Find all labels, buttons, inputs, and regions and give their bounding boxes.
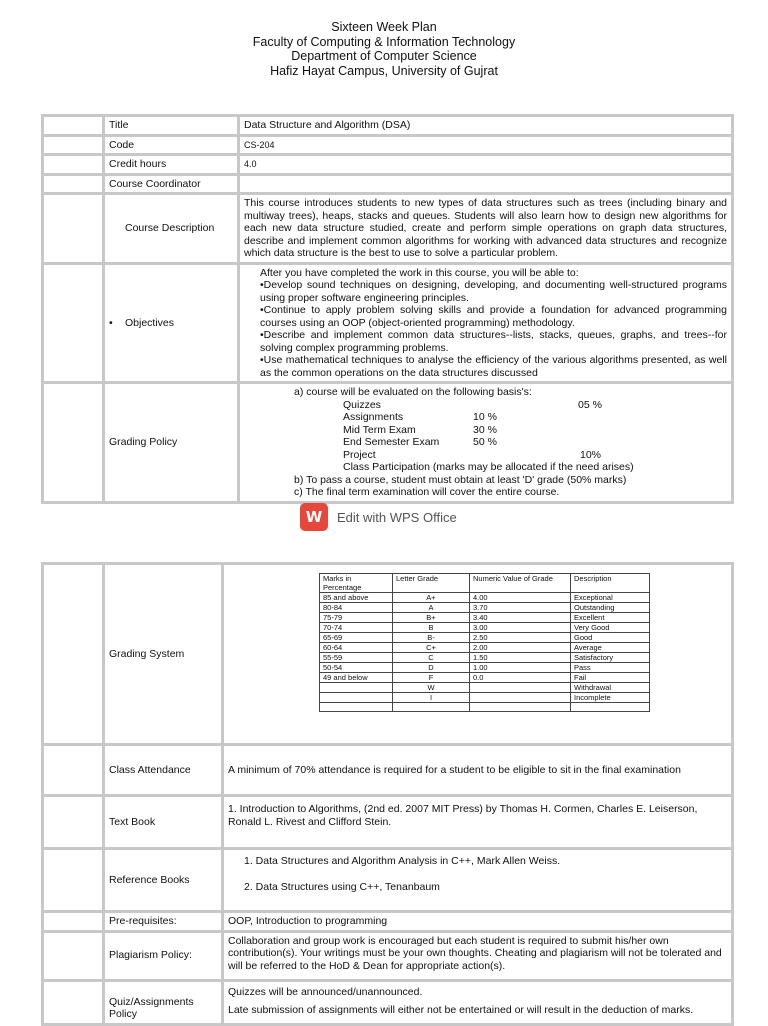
- objective-line: •Continue to apply problem solving skills and provide a foundation for advanced programming courses using an OOP (object-oriented programming) methodology.: [260, 304, 727, 329]
- coordinator-value: [240, 176, 731, 193]
- code-label: Code: [105, 137, 237, 154]
- empty-cell: [44, 117, 102, 134]
- grades-header: Marks in Percentage: [320, 574, 393, 593]
- grades-header-row: [320, 574, 650, 593]
- grades-cell: 85 and above: [320, 593, 393, 603]
- policy-item-value: 10%: [580, 448, 602, 461]
- grades-cell: [470, 693, 571, 703]
- empty-cell: [44, 913, 102, 930]
- prereq-label: Pre-requisites:: [105, 913, 221, 930]
- wps-edit-button[interactable]: [300, 502, 457, 532]
- grades-row: [320, 673, 650, 683]
- grades-cell: [470, 683, 571, 693]
- policy-a: a) course will be evaluated on the following basis's:: [294, 386, 532, 398]
- policy-item-label: Project: [343, 448, 376, 461]
- credit-hours-label: Credit hours: [105, 156, 237, 173]
- grades-row: [320, 683, 650, 693]
- code-value: CS-204: [240, 137, 731, 154]
- grades-cell: B+: [393, 613, 470, 623]
- reference-item: 1. Data Structures and Algorithm Analysis in C++, Mark Allen Weiss.: [244, 855, 561, 867]
- grades-cell: 2.50: [470, 633, 571, 643]
- grades-row: [320, 603, 650, 613]
- grades-row: [320, 653, 650, 663]
- grades-cell: C: [393, 653, 470, 663]
- grades-cell: 1.50: [470, 653, 571, 663]
- grades-cell: Good: [571, 633, 650, 643]
- empty-cell: [44, 933, 102, 979]
- grades-cell: B-: [393, 633, 470, 643]
- objectives-text: [240, 265, 731, 382]
- textbook-label: Text Book: [105, 797, 221, 847]
- grades-cell: Satisfactory: [571, 653, 650, 663]
- grades-cell: F: [393, 673, 470, 683]
- wps-logo-icon: W: [300, 503, 328, 531]
- grades-cell: 0.0: [470, 673, 571, 683]
- header-line-3: Department of Computer Science: [291, 49, 477, 63]
- grades-cell: I: [393, 693, 470, 703]
- attendance-text: A minimum of 70% attendance is required for a student to be eligible to sit in the final examination: [224, 746, 731, 794]
- empty-cell: [44, 265, 102, 382]
- objectives-label-cell: [105, 265, 237, 382]
- plagiarism-text: Collaboration and group work is encouraged but each student is required to submit his/her own contribution(s). Your writings must be your own thoughts. Cheating and plagiarism will not be tolerated and will be referred to the HoD & Dean for appropriate action(s).: [224, 933, 731, 979]
- grades-cell: B: [393, 623, 470, 633]
- grades-cell: 49 and below: [320, 673, 393, 683]
- grades-cell: A: [393, 603, 470, 613]
- grades-row: [320, 613, 650, 623]
- grades-cell: 70-74: [320, 623, 393, 633]
- wps-edit-label: Edit with WPS Office: [337, 509, 457, 525]
- description-label: Course Description: [105, 195, 237, 262]
- empty-cell: [44, 384, 102, 501]
- empty-cell: [44, 176, 102, 193]
- grades-cell: 75-79: [320, 613, 393, 623]
- objective-line: •Describe and implement common data structures--lists, stacks, queues, graphs, and trees--for solving complex programming problems.: [260, 329, 727, 354]
- grades-cell: Pass: [571, 663, 650, 673]
- empty-cell: [44, 982, 102, 1023]
- grades-cell: Outstanding: [571, 603, 650, 613]
- description-text: This course introduces students to new types of data structures such as trees (including binary and multiway trees), heaps, stacks and queues. Students will also learn how to design new algorithms for each new data structure studied, create and perform simple operations on graph data structures, describe and implement common algorithms for working with advanced data structures and recognize which data structure is the best to use to solve a particular problem.: [240, 195, 731, 262]
- empty-cell: [44, 565, 102, 743]
- grades-row: [320, 663, 650, 673]
- grades-cell: 3.40: [470, 613, 571, 623]
- grades-cell: [470, 703, 571, 712]
- course-policies-table: [41, 562, 734, 1026]
- attendance-label: Class Attendance: [105, 746, 221, 794]
- quiz-policy-line: Late submission of assignments will either not be entertained or will result in the deduction of marks.: [228, 1004, 694, 1016]
- grades-cell: C+: [393, 643, 470, 653]
- grades-cell: 55-59: [320, 653, 393, 663]
- policy-item-value: 50 %: [473, 436, 497, 448]
- grades-cell: Excellent: [571, 613, 650, 623]
- quiz-policy-label: Quiz/Assignments Policy: [105, 982, 221, 1023]
- grades-header: Numeric Value of Grade: [470, 574, 571, 593]
- header-line-4: Hafiz Hayat Campus, University of Gujrat: [270, 63, 498, 78]
- policy-item-value: 10 %: [473, 411, 497, 423]
- prereq-text: OOP, Introduction to programming: [224, 913, 731, 930]
- empty-cell: [44, 850, 102, 910]
- coordinator-label: Course Coordinator: [105, 176, 237, 193]
- grades-cell: 3.70: [470, 603, 571, 613]
- policy-item-label: Mid Term Exam: [343, 423, 416, 436]
- grading-system-cell: [224, 565, 731, 743]
- grades-cell: W: [393, 683, 470, 693]
- grades-cell: Average: [571, 643, 650, 653]
- grades-cell: D: [393, 663, 470, 673]
- policy-c: c) The final term examination will cover the entire course.: [294, 486, 560, 498]
- grades-cell: A+: [393, 593, 470, 603]
- grading-system-label: Grading System: [105, 565, 221, 743]
- reference-item: 2. Data Structures using C++, Tenanbaum: [244, 880, 440, 893]
- grades-cell: 3.00: [470, 623, 571, 633]
- header-line-2: Faculty of Computing & Information Technology: [252, 34, 516, 49]
- policy-item-value: 30 %: [473, 423, 497, 436]
- grades-cell: 80-84: [320, 603, 393, 613]
- bullet-icon: •: [109, 316, 113, 329]
- grades-cell: Very Good: [571, 623, 650, 633]
- grades-header: Description: [571, 574, 650, 593]
- plagiarism-label: Plagiarism Policy:: [105, 933, 221, 979]
- empty-cell: [44, 746, 102, 794]
- title-label: Title: [105, 117, 237, 134]
- objectives-label: Objectives: [125, 316, 175, 329]
- grades-cell: [571, 703, 650, 712]
- grades-cell: Incomplete: [571, 693, 650, 703]
- grades-cell: 2.00: [470, 643, 571, 653]
- grades-table: [319, 573, 650, 712]
- empty-cell: [44, 156, 102, 173]
- empty-cell: [44, 797, 102, 847]
- quiz-policy-text: [224, 982, 731, 1023]
- empty-cell: [44, 137, 102, 154]
- grades-row: [320, 693, 650, 703]
- grading-policy-label: Grading Policy: [105, 384, 237, 501]
- grades-cell: Fail: [571, 673, 650, 683]
- grades-cell: [393, 703, 470, 712]
- credit-hours-value: 4.0: [240, 156, 731, 173]
- header-line-1: Sixteen Week Plan: [331, 20, 437, 34]
- grading-policy-content: [240, 384, 731, 501]
- objective-line: •Develop sound techniques on designing, developing, and documenting well-structured programs using proper software engineering principles.: [260, 279, 727, 304]
- grades-cell: 65-69: [320, 633, 393, 643]
- grades-cell: [320, 693, 393, 703]
- objective-line: •Use mathematical techniques to analyse the efficiency of the various algorithms presented, as well as the common operations on the data structures discussed: [260, 354, 727, 379]
- policy-b: b) To pass a course, student must obtain at least 'D' grade (50% marks): [294, 473, 627, 486]
- grades-cell: Withdrawal: [571, 683, 650, 693]
- grades-row: [320, 593, 650, 603]
- textbook-text: 1. Introduction to Algorithms, (2nd ed. 2007 MIT Press) by Thomas H. Cormen, Charles E. Leiserson, Ronald L. Rivest and Clifford Stein.: [224, 797, 731, 847]
- policy-participation: Class Participation (marks may be allocated if the need arises): [343, 461, 634, 473]
- document-header: [0, 20, 768, 78]
- grades-row: [320, 703, 650, 712]
- grades-cell: [320, 703, 393, 712]
- title-value: Data Structure and Algorithm (DSA): [240, 117, 731, 134]
- policy-item-label: Quizzes: [343, 398, 381, 411]
- grades-header: Letter Grade: [393, 574, 470, 593]
- quiz-policy-line: Quizzes will be announced/unannounced.: [228, 985, 423, 998]
- grades-row: [320, 633, 650, 643]
- grades-row: [320, 643, 650, 653]
- policy-item-label: Assignments: [343, 411, 404, 423]
- grades-row: [320, 623, 650, 633]
- policy-items: [244, 399, 727, 474]
- objective-line: After you have completed the work in this course, you will be able to:: [260, 266, 579, 279]
- empty-cell: [44, 195, 102, 262]
- policy-item-label: End Semester Exam: [343, 436, 440, 448]
- reference-label: Reference Books: [105, 850, 221, 910]
- policy-item-value: 05 %: [578, 398, 602, 411]
- grades-cell: 1.00: [470, 663, 571, 673]
- grades-cell: 4.00: [470, 593, 571, 603]
- grades-cell: 60-64: [320, 643, 393, 653]
- grades-cell: [320, 683, 393, 693]
- grades-cell: Exceptional: [571, 593, 650, 603]
- reference-list: [224, 850, 731, 910]
- grades-cell: 50-54: [320, 663, 393, 673]
- course-info-table: [41, 114, 734, 504]
